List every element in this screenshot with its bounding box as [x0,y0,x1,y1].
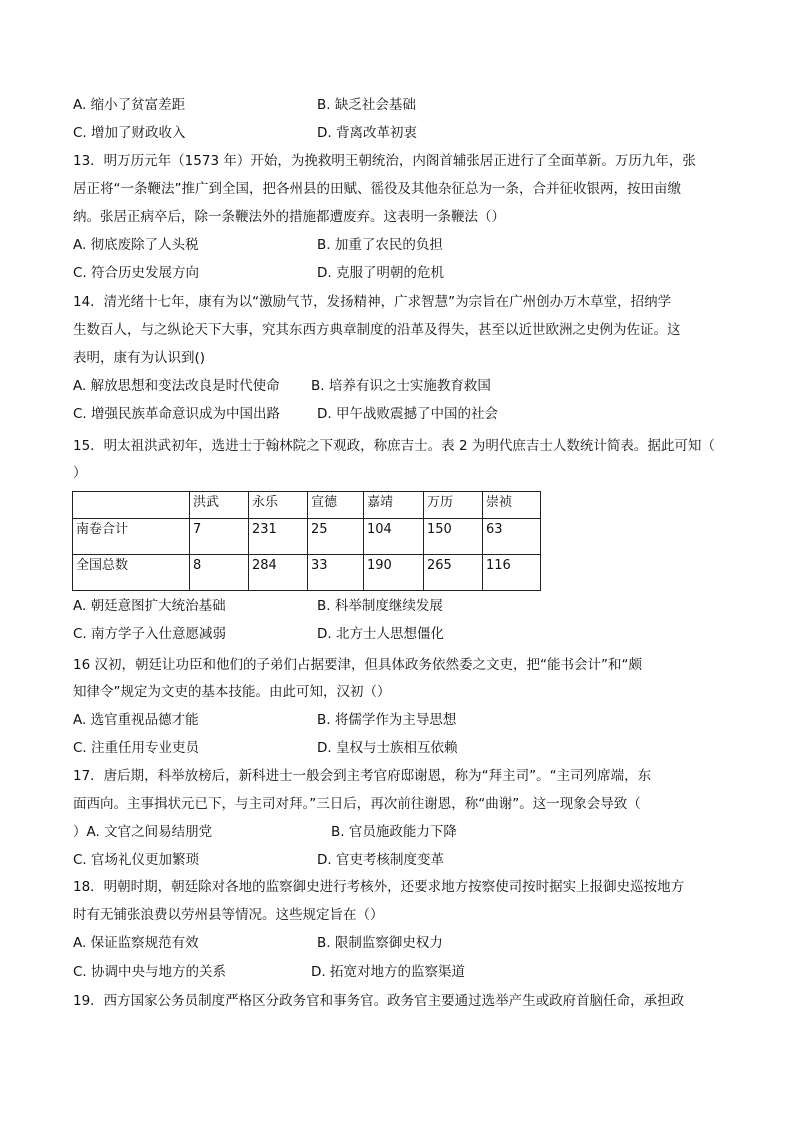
table-cell: 宣德 [308,492,364,519]
q17-stem-line-2: 面西向。主事揖状元已下，与主司对拜。”三日后，再次前往谢恩，称“曲谢”。这一现象会导致（ [73,796,641,812]
q14-option-a: A. 解放思想和变法改良是时代使命 [73,378,280,394]
q17-option-b: B. 官员施政能力下降 [331,824,457,840]
table-cell: 洪武 [190,492,249,519]
table-cell: 万历 [424,492,483,519]
q13-stem-line-2: 居正将“一条鞭法”推广到全国，把各州县的田赋、徭役及其他杂征总为一条，合并征收银两，按田亩缴 [73,181,681,197]
q19-stem-line-1: 19．西方国家公务员制度严格区分政务官和事务官。政务官主要通过选举产生或政府首脑任命，承担政 [73,993,685,1009]
table-cell: 63 [483,519,541,555]
q17-option-c: C. 官场礼仪更加繁琐 [73,852,200,868]
table-cell: 25 [308,519,364,555]
table-row [73,555,541,591]
q13-option-d: D. 克服了明朝的危机 [317,265,444,281]
table-cell: 284 [249,555,308,591]
q14-option-d: D. 甲午战败震撼了中国的社会 [317,406,498,422]
table-cell: 崇祯 [483,492,541,519]
q18-option-a: A. 保证监察规范有效 [73,935,199,951]
q16-option-a: A. 选官重视品德才能 [73,712,199,728]
q13-stem-line-3: 纳。张居正病卒后，除一条鞭法外的措施都遭废弃。这表明一条鞭法（） [73,209,505,225]
q18-stem-line-2: 时有无铺张浪费以劳州县等情况。这些规定旨在（） [73,907,384,923]
q16-option-b: B. 将儒学作为主导思想 [317,712,457,728]
q18-option-b: B. 限制监察御史权力 [317,935,443,951]
q14-stem-line-3: 表明，康有为认识到() [73,350,206,366]
q14-option-b: B. 培养有识之士实施教育救国 [311,378,491,394]
table-cell: 南卷合计 [73,519,190,555]
q14-stem-line-2: 生数百人，与之纵论天下大事，究其东西方典章制度的沿革及得失，甚至以近世欧洲之史例为佐证。这 [73,322,681,338]
table-cell: 231 [249,519,308,555]
q16-option-d: D. 皇权与士族相互依赖 [317,740,458,756]
q15-stem-line-2: ） [73,465,87,481]
q18-option-c: C. 协调中央与地方的关系 [73,964,227,980]
table-cell [73,492,190,519]
q15-option-c: C. 南方学子入仕意愿减弱 [73,626,227,642]
q17-option-d: D. 官吏考核制度变革 [317,852,444,868]
table-header-row [73,492,541,519]
table-cell: 嘉靖 [364,492,424,519]
q12-option-d: D. 背离改革初衷 [317,125,417,141]
table-cell: 33 [308,555,364,591]
table-cell: 7 [190,519,249,555]
q13-stem-line-1: 13．明万历元年（1573 年）开始，为挽救明王朝统治，内阁首辅张居正进行了全面革新。万历九年，张 [73,153,696,169]
q17-stem-line-1: 17．唐后期，科举放榜后，新科进士一般会到主考官府邸谢恩，称为“拜主司”。“主司列席端，东 [73,768,652,784]
q15-stem-line-1: 15．明太祖洪武初年，选进士于翰林院之下观政，称庶吉士。表 2 为明代庶吉士人数统计简表。据此可知（ [73,438,715,454]
q16-option-c: C. 注重任用专业吏员 [73,740,200,756]
q15-option-a: A. 朝廷意图扩大统治基础 [73,598,226,614]
q12-option-b: B. 缺乏社会基础 [317,97,416,113]
table-cell: 8 [190,555,249,591]
q12-option-c: C. 增加了财政收入 [73,125,186,141]
q18-stem-line-1: 18．明朝时期，朝廷除对各地的监察御史进行考核外，还要求地方按察使司按时据实上报御史巡按地方 [73,879,685,895]
q14-stem-line-1: 14．清光绪十七年，康有为以“激励气节，发扬精神，广求智慧”为宗旨在广州创办万木草堂，招纳学 [73,294,672,310]
q17-stem-line-3-option-a: ）A. 文官之间易结朋党 [73,824,213,840]
table-cell: 265 [424,555,483,591]
q12-option-a: A. 缩小了贫富差距 [73,97,186,113]
q13-option-a: A. 彻底废除了人头税 [73,237,199,253]
q13-option-c: C. 符合历史发展方向 [73,265,200,281]
q13-option-b: B. 加重了农民的负担 [317,237,443,253]
table-cell: 150 [424,519,483,555]
q18-option-d: D. 拓宽对地方的监察渠道 [311,964,465,980]
q15-option-d: D. 北方士人思想僵化 [317,626,444,642]
q16-stem-line-1: 16 汉初，朝廷让功臣和他们的子弟们占据要津，但具体政务依然委之文吏，把“能书会计”和“颇 [73,657,642,673]
table-cell: 190 [364,555,424,591]
table-row [73,519,541,555]
table-cell: 永乐 [249,492,308,519]
table-cell: 116 [483,555,541,591]
q14-option-c: C. 增强民族革命意识成为中国出路 [73,406,281,422]
q15-option-b: B. 科举制度继续发展 [317,598,443,614]
q16-stem-line-2: 知律令”规定为文吏的基本技能。由此可知，汉初（） [73,684,391,700]
table-cell: 104 [364,519,424,555]
q15-stats-table [72,491,541,591]
table-cell: 全国总数 [73,555,190,591]
